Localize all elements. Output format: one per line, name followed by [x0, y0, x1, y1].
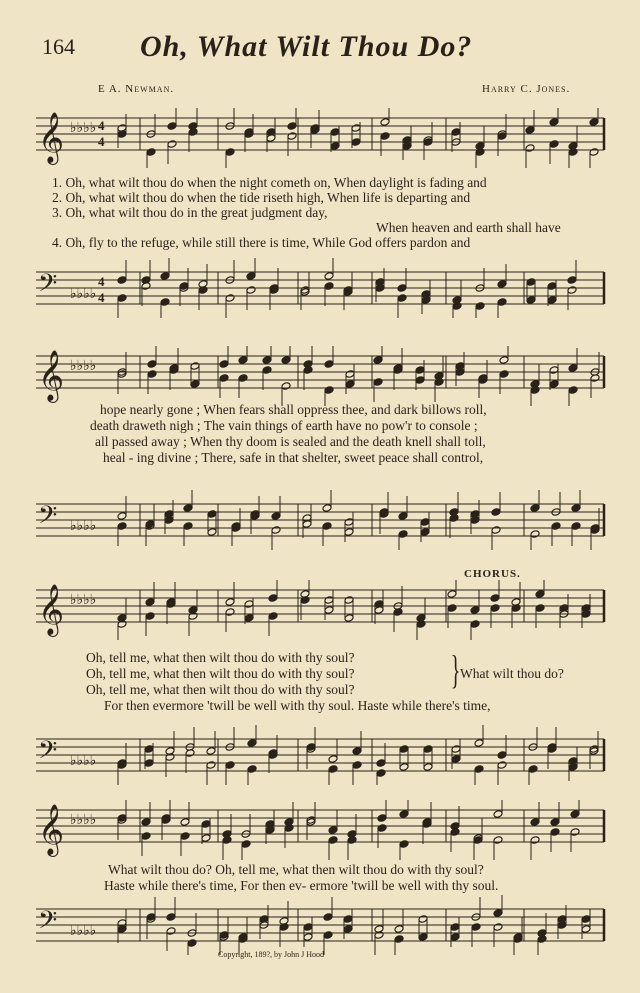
note-head	[559, 604, 569, 613]
note-head	[324, 386, 334, 395]
svg-text:4: 4	[98, 134, 105, 149]
svg-text:♭♭♭♭: ♭♭♭♭	[70, 287, 97, 302]
note-head	[451, 745, 461, 754]
note-head	[398, 512, 408, 521]
note-head	[571, 522, 581, 531]
note-head	[117, 919, 127, 928]
note-head	[499, 356, 509, 365]
note-head	[246, 272, 256, 281]
note-head	[303, 933, 313, 942]
note-head	[557, 915, 567, 924]
bass-staff-4	[0, 895, 640, 955]
svg-text:4: 4	[98, 118, 105, 133]
note-head	[451, 755, 461, 764]
note-head	[415, 376, 425, 385]
note-head	[190, 380, 200, 389]
note-head	[188, 612, 198, 621]
note-head	[589, 148, 599, 157]
svg-text:♭♭♭♭: ♭♭♭♭	[70, 519, 97, 534]
note-head	[475, 148, 485, 157]
bass-staff-1	[0, 258, 640, 318]
note-head	[166, 913, 176, 922]
note-head	[567, 276, 577, 285]
note-head	[550, 818, 560, 827]
note-head	[474, 765, 484, 774]
note-head	[262, 356, 272, 365]
note-head	[470, 620, 480, 629]
note-head	[420, 528, 430, 537]
note-head	[343, 915, 353, 924]
note-head	[447, 604, 457, 613]
note-head	[550, 828, 560, 837]
verse-1: 1. Oh, what wilt thou do when the night cometh on, When daylight is fading and	[52, 175, 487, 190]
note-head	[344, 518, 354, 527]
note-head	[190, 362, 200, 371]
note-head	[376, 769, 386, 778]
note-head	[147, 370, 157, 379]
svg-text:𝄢: 𝄢	[38, 907, 58, 940]
note-head	[549, 118, 559, 127]
note-head	[117, 620, 127, 629]
note-head	[141, 282, 151, 291]
note-head	[471, 923, 481, 932]
note-head	[238, 356, 248, 365]
note-head	[490, 604, 500, 613]
note-head	[493, 810, 503, 819]
note-head	[475, 302, 485, 311]
note-head	[343, 925, 353, 934]
note-head	[581, 925, 591, 934]
note-head	[549, 380, 559, 389]
note-head	[322, 504, 332, 513]
note-head	[549, 366, 559, 375]
note-head	[222, 836, 232, 845]
note-head	[568, 386, 578, 395]
note-head	[117, 294, 127, 303]
note-head	[287, 122, 297, 131]
chorus-response: What wilt thou do?	[460, 666, 564, 681]
note-head	[146, 148, 156, 157]
note-head	[206, 761, 216, 770]
note-head	[493, 909, 503, 918]
note-head	[185, 749, 195, 758]
svg-text:♭♭♭♭: ♭♭♭♭	[70, 593, 97, 608]
note-head	[324, 282, 334, 291]
system2-line-2: death draweth nigh ; The vain things of earth have no pow'r to console ;	[90, 418, 478, 433]
note-head	[246, 286, 256, 295]
note-head	[180, 818, 190, 827]
note-head	[549, 140, 559, 149]
bass-staff-3	[0, 725, 640, 785]
page-number: 164	[42, 34, 75, 59]
note-head	[537, 935, 547, 944]
note-head	[526, 296, 536, 305]
note-head	[225, 148, 235, 157]
note-head	[166, 927, 176, 936]
note-head	[547, 282, 557, 291]
note-head	[238, 374, 248, 383]
note-head	[589, 118, 599, 127]
note-head	[247, 739, 257, 748]
treble-staff-4	[0, 800, 640, 860]
note-head	[452, 302, 462, 311]
svg-text:4: 4	[98, 290, 105, 305]
note-head	[328, 836, 338, 845]
hymn-title: Oh, What Wilt Thou Do?	[140, 30, 473, 63]
note-head	[330, 142, 340, 151]
note-head	[345, 380, 355, 389]
note-head	[397, 294, 407, 303]
note-head	[351, 124, 361, 133]
note-head	[535, 590, 545, 599]
note-head	[470, 510, 480, 519]
note-head	[265, 820, 275, 829]
note-head	[568, 148, 578, 157]
note-head	[201, 820, 211, 829]
note-head	[225, 294, 235, 303]
note-head	[547, 296, 557, 305]
lyric-brace: }	[450, 647, 461, 692]
note-head	[581, 915, 591, 924]
note-head	[399, 745, 409, 754]
note-head	[225, 761, 235, 770]
note-head	[183, 522, 193, 531]
note-head	[302, 514, 312, 523]
note-head	[570, 810, 580, 819]
system2-line-4: heal - ing divine ; There, safe in that shelter, sweet peace shall control,	[103, 450, 484, 465]
note-head	[281, 382, 291, 391]
note-head	[497, 761, 507, 770]
note-head	[144, 759, 154, 768]
note-head	[493, 923, 503, 932]
note-head	[344, 614, 354, 623]
note-head	[451, 128, 461, 137]
note-head	[117, 512, 127, 521]
note-head	[141, 832, 151, 841]
note-head	[330, 128, 340, 137]
note-head	[374, 600, 384, 609]
note-head	[402, 136, 412, 145]
final-line-1: What wilt thou do? Oh, tell me, what then wilt thou do with thy soul?	[108, 862, 484, 877]
note-head	[416, 620, 426, 629]
note-head	[470, 606, 480, 615]
note-head	[165, 753, 175, 762]
note-head	[530, 530, 540, 539]
note-head	[450, 933, 460, 942]
note-head	[324, 360, 334, 369]
bass-staff-2	[0, 490, 640, 550]
note-head	[398, 530, 408, 539]
note-head	[420, 518, 430, 527]
note-head	[247, 765, 257, 774]
note-head	[397, 284, 407, 293]
note-head	[145, 598, 155, 607]
note-head	[399, 810, 409, 819]
chorus-line-3: Oh, tell me, what then wilt thou do with thy soul?	[86, 682, 355, 697]
note-head	[268, 612, 278, 621]
note-head	[167, 140, 177, 149]
note-head	[525, 144, 535, 153]
note-head	[201, 834, 211, 843]
note-head	[271, 526, 281, 535]
note-head	[160, 298, 170, 307]
note-head	[207, 510, 217, 519]
note-head	[183, 504, 193, 513]
note-head	[373, 378, 383, 387]
note-head	[497, 280, 507, 289]
note-head	[266, 128, 276, 137]
note-head	[144, 745, 154, 754]
svg-text:𝄢: 𝄢	[38, 502, 58, 535]
svg-text:♭♭♭♭: ♭♭♭♭	[70, 924, 97, 939]
final-line-2: Haste while there's time, For then ev- ermore 'twill be well with thy soul.	[104, 878, 499, 893]
note-head	[530, 818, 540, 827]
svg-text:𝄞: 𝄞	[38, 351, 65, 400]
note-head	[322, 522, 332, 531]
svg-text:♭♭♭♭: ♭♭♭♭	[70, 813, 97, 828]
lyricist-credit: E A. Newman.	[98, 83, 175, 95]
note-head	[268, 594, 278, 603]
note-head	[198, 286, 208, 295]
note-head	[344, 596, 354, 605]
note-head	[571, 504, 581, 513]
svg-text:𝄞: 𝄞	[38, 805, 65, 854]
note-head	[373, 356, 383, 365]
note-head	[568, 757, 578, 766]
note-head	[206, 747, 216, 756]
note-head	[180, 832, 190, 841]
note-head	[491, 508, 501, 517]
note-head	[535, 604, 545, 613]
note-head	[167, 122, 177, 131]
note-head	[352, 761, 362, 770]
note-head	[117, 276, 127, 285]
note-head	[455, 362, 465, 371]
note-head	[526, 278, 536, 287]
note-head	[225, 608, 235, 617]
chorus-line-1: Oh, tell me, what then wilt thou do with thy soul?	[86, 650, 355, 665]
note-head	[447, 590, 457, 599]
note-head	[570, 828, 580, 837]
svg-text:♭♭♭♭: ♭♭♭♭	[70, 359, 97, 374]
note-head	[525, 126, 535, 135]
note-head	[491, 526, 501, 535]
note-head	[259, 915, 269, 924]
note-head	[581, 604, 591, 613]
chorus-line-4: For then evermore 'twill be well with thy soul. Haste while there's time,	[104, 698, 491, 713]
note-head	[281, 356, 291, 365]
verse-3: 3. Oh, what wilt thou do in the great judgment day,	[52, 205, 328, 220]
svg-text:𝄞: 𝄞	[38, 585, 65, 634]
note-head	[188, 128, 198, 137]
note-head	[300, 596, 310, 605]
note-head	[244, 600, 254, 609]
note-head	[394, 925, 404, 934]
note-head	[590, 374, 600, 383]
note-head	[347, 836, 357, 845]
note-head	[323, 931, 333, 940]
note-head	[418, 915, 428, 924]
note-head	[528, 765, 538, 774]
note-head	[511, 604, 521, 613]
chorus-label: CHORUS.	[464, 568, 521, 580]
note-head	[351, 138, 361, 147]
note-head	[344, 528, 354, 537]
note-head	[207, 528, 217, 537]
svg-text:𝄢: 𝄢	[38, 270, 58, 303]
note-head	[393, 608, 403, 617]
note-head	[147, 360, 157, 369]
verse-3-continued: When heaven and earth shall have	[376, 220, 561, 235]
note-head	[567, 286, 577, 295]
note-head	[551, 522, 561, 531]
verse-4: 4. Oh, fly to the refuge, while still there is time, While God offers pardon and	[52, 235, 471, 250]
note-head	[244, 614, 254, 623]
note-head	[415, 366, 425, 375]
svg-text:𝄢: 𝄢	[38, 737, 58, 770]
note-head	[497, 298, 507, 307]
note-head	[328, 755, 338, 764]
note-head	[493, 836, 503, 845]
note-head	[160, 272, 170, 281]
note-head	[324, 596, 334, 605]
note-head	[449, 514, 459, 523]
note-head	[530, 386, 540, 395]
note-head	[434, 378, 444, 387]
note-head	[271, 512, 281, 521]
note-head	[377, 824, 387, 833]
note-head	[328, 826, 338, 835]
note-head	[352, 747, 362, 756]
svg-text:4: 4	[98, 274, 105, 289]
treble-staff-3	[0, 580, 640, 640]
treble-staff-2	[0, 346, 640, 406]
note-head	[117, 124, 127, 133]
note-head	[423, 763, 433, 772]
note-head	[450, 828, 460, 837]
note-head	[474, 739, 484, 748]
note-head	[324, 272, 334, 281]
note-head	[262, 366, 272, 375]
note-head	[450, 923, 460, 932]
note-head	[380, 132, 390, 141]
note-head	[141, 818, 151, 827]
note-head	[497, 751, 507, 760]
note-head	[399, 763, 409, 772]
note-head	[287, 132, 297, 141]
note-head	[375, 278, 385, 287]
note-head	[219, 374, 229, 383]
svg-text:♭♭♭♭: ♭♭♭♭	[70, 754, 97, 769]
note-head	[225, 598, 235, 607]
note-head	[499, 370, 509, 379]
note-head	[345, 370, 355, 379]
treble-staff-1	[0, 108, 640, 168]
note-head	[303, 366, 313, 375]
note-head	[187, 939, 197, 948]
chorus-line-2: Oh, tell me, what then wilt thou do with thy soul?	[86, 666, 355, 681]
system2-line-3: all passed away ; When thy doom is sealed and the death knell shall toll,	[95, 434, 486, 449]
note-head	[145, 612, 155, 621]
composer-credit: Harry C. Jones.	[482, 83, 571, 95]
note-head	[377, 814, 387, 823]
note-head	[219, 360, 229, 369]
note-head	[418, 933, 428, 942]
note-head	[324, 606, 334, 615]
note-head	[421, 290, 431, 299]
svg-text:𝄞: 𝄞	[38, 113, 65, 162]
note-head	[530, 836, 540, 845]
note-head	[376, 759, 386, 768]
note-head	[303, 923, 313, 932]
svg-text:♭♭♭♭: ♭♭♭♭	[70, 121, 97, 136]
note-head	[323, 913, 333, 922]
note-head	[164, 510, 174, 519]
copyright-notice: Copyright, 189?, by John J Hood	[218, 950, 324, 959]
note-head	[279, 923, 289, 932]
note-head	[394, 935, 404, 944]
verse-2: 2. Oh, what wilt thou do when the tide riseth high, When life is departing and	[52, 190, 471, 205]
note-head	[241, 840, 251, 849]
note-head	[568, 364, 578, 373]
note-head	[490, 594, 500, 603]
note-head	[423, 745, 433, 754]
note-head	[117, 522, 127, 531]
note-head	[284, 824, 294, 833]
system2-line-1: hope nearly gone ; When fears shall oppress thee, and dark billows roll,	[100, 402, 487, 417]
note-head	[530, 504, 540, 513]
note-head	[374, 931, 384, 940]
note-head	[399, 840, 409, 849]
note-head	[328, 765, 338, 774]
note-head	[380, 118, 390, 127]
